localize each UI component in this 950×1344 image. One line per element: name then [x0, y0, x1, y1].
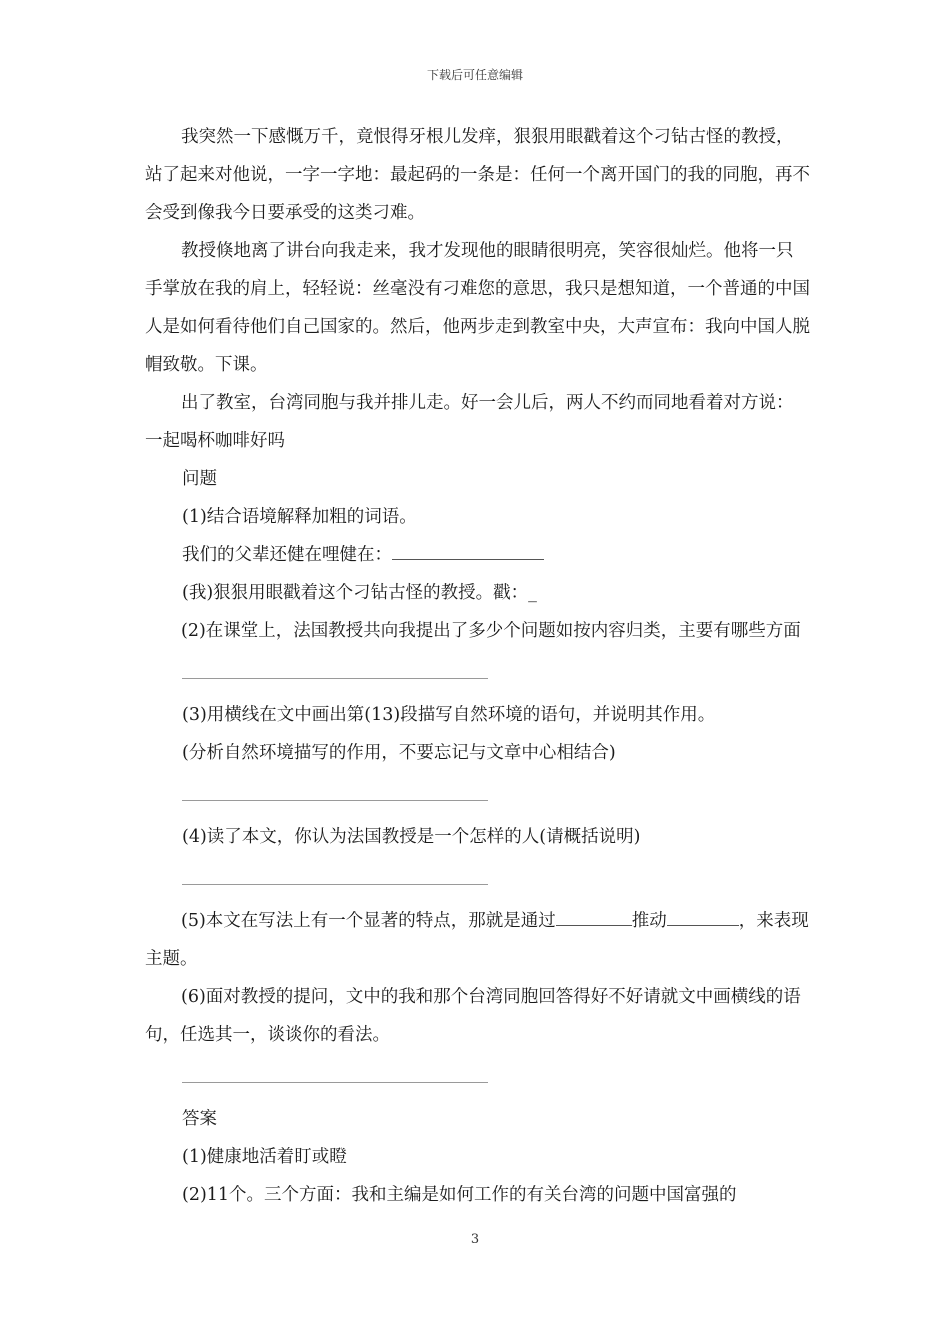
question-1-prompt: (1)结合语境解释加粗的词语。	[182, 507, 417, 527]
questions-title: 问题	[182, 469, 217, 489]
paragraph-1: 我突然一下感慨万千，竟恨得牙根儿发痒，狠狠用眼戳着这个刁钻古怪的教授，站了起来对他说，一字一字地：最起码的一条是：任何一个离开国门的我的同胞，再不会受到像我今日要承受的这类刁难。	[145, 127, 810, 223]
question-5-part3: ，来表现主题。	[145, 911, 809, 969]
question-2: (2)在课堂上，法国教授共向我提出了多少个问题如按内容归类，主要有哪些方面	[181, 621, 801, 641]
answer-blank[interactable]	[392, 543, 544, 560]
paragraph-2: 教授倏地离了讲台向我走来，我才发现他的眼睛很明亮，笑容很灿烂。他将一只手掌放在我的肩上，轻轻说：丝毫没有刁难您的意思，我只是想知道，一个普通的中国人是如何看待他们自己国家的。然后，他两步走到教室中央，大声宣布：我向中国人脱帽致敬。下课。	[145, 241, 810, 375]
answer-2: (2)11个。三个方面：我和主编是如何工作的有关台湾的问题中国富强的	[182, 1185, 737, 1205]
question-3-prompt: (3)用横线在文中画出第(13)段描写自然环境的语句，并说明其作用。	[182, 705, 716, 725]
document-body	[145, 118, 810, 1214]
question-1a-text: 我们的父辈还健在哩健在：	[182, 545, 392, 565]
answer-line-3[interactable]	[182, 800, 488, 801]
paragraph-3: 出了教室，台湾同胞与我并排儿走。好一会儿后，两人不约而同地看着对方说：一起喝杯咖啡好吗	[145, 393, 794, 451]
question-3-hint: (分析自然环境描写的作用，不要忘记与文章中心相结合)	[182, 743, 616, 763]
answer-line-2[interactable]	[182, 678, 488, 679]
answer-blank-5a[interactable]	[556, 909, 632, 926]
answer-1: (1)健康地活着盯或瞪	[182, 1147, 347, 1167]
answers-title: 答案	[182, 1109, 217, 1129]
page-number: 3	[470, 1232, 480, 1247]
question-5	[145, 902, 810, 978]
answer-blank-5b[interactable]	[667, 909, 739, 926]
question-1a	[145, 536, 810, 574]
answer-line-6[interactable]	[182, 1082, 488, 1083]
page-header: 下载后可任意编辑	[426, 68, 523, 82]
question-6: (6)面对教授的提问，文中的我和那个台湾同胞回答得好不好请就文中画横线的语句，任选其一，谈谈你的看法。	[145, 987, 801, 1045]
answer-line-4[interactable]	[182, 884, 488, 885]
question-5-part2: 推动	[631, 911, 667, 931]
question-1b: (我)狠狠用眼戳着这个刁钻古怪的教授。戳：_	[182, 583, 537, 603]
question-5-part1: (5)本文在写法上有一个显著的特点，那就是通过	[181, 911, 556, 931]
question-4: (4)读了本文，你认为法国教授是一个怎样的人(请概括说明)	[182, 827, 641, 847]
